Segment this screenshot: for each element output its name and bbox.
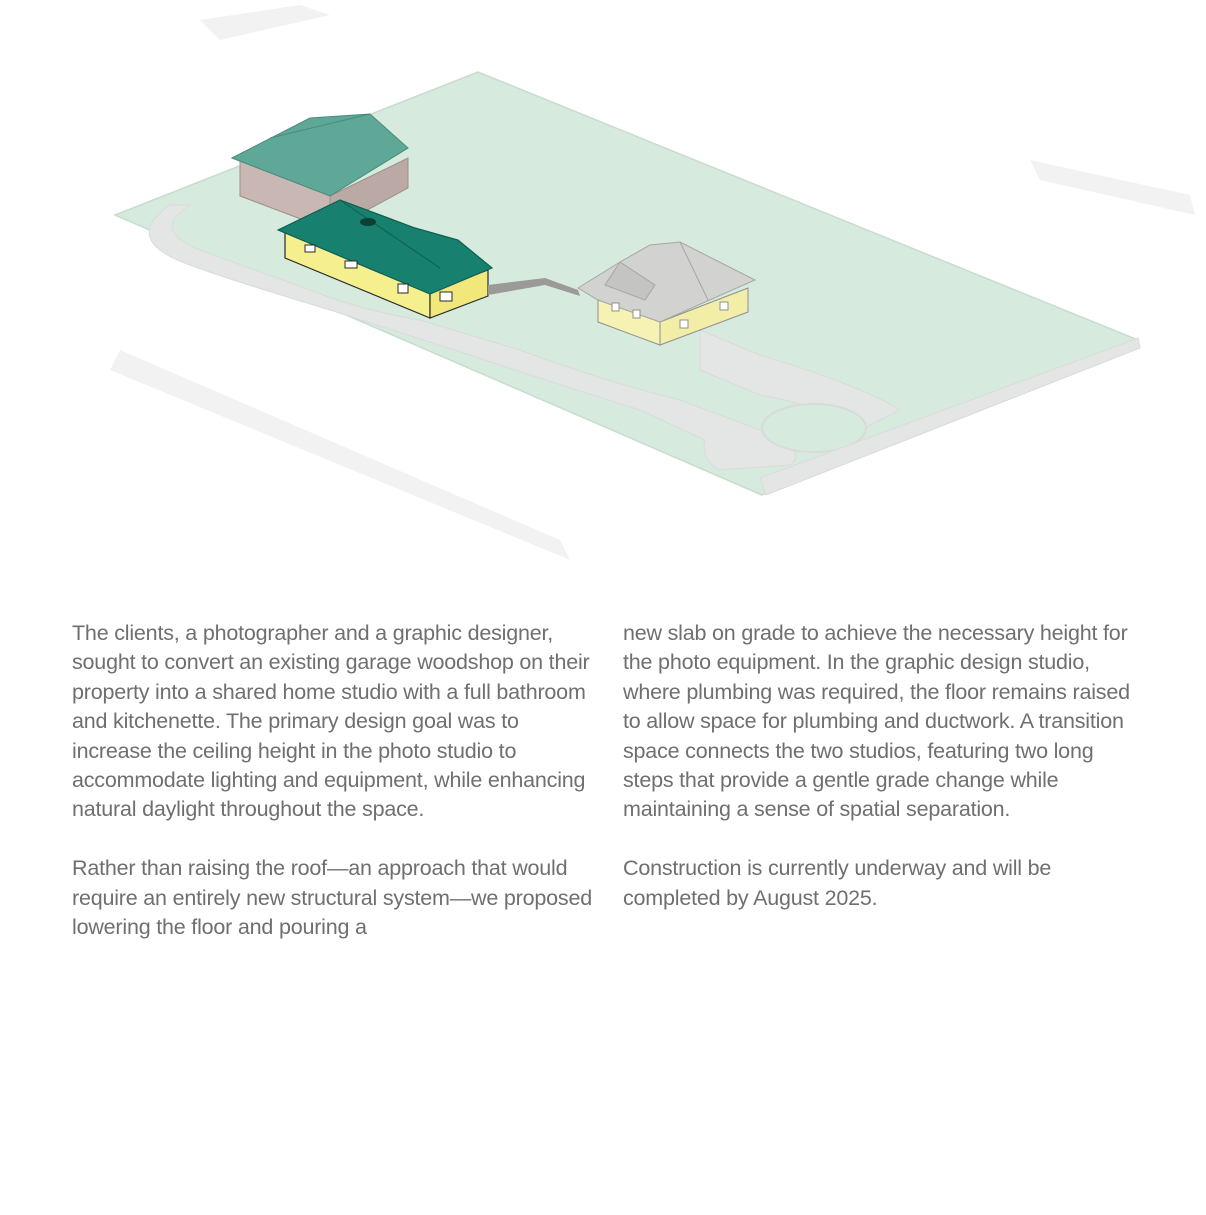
paragraph: Construction is currently underway and will be completed by August 2025. bbox=[623, 856, 1052, 910]
paragraph: new slab on grade to achieve the necessary height for the photo equipment. In the graphic design studio, where plumbing was required, the floor remains raised to allow space for plumbing and ductwork. A transition space connects the two studios, featuring two long steps that provide a gentle grade change while maintaining a sense of spatial separation. bbox=[623, 621, 1130, 822]
description-column-right bbox=[623, 619, 1148, 942]
description-column-left bbox=[72, 619, 597, 972]
paragraph: The clients, a photographer and a graphic designer, sought to convert an existing garage woodshop on their property into a shared home studio with a full bathroom and kitchenette. The primary design goal was to increase the ceiling height in the photo studio to accommodate lighting and equipment, while enhancing natural daylight throughout the space. bbox=[72, 621, 590, 822]
site-axonometric-illustration bbox=[0, 0, 1206, 600]
paragraph: Rather than raising the roof—an approach that would require an entirely new structural system—we proposed lowering the floor and pouring a bbox=[72, 856, 592, 940]
